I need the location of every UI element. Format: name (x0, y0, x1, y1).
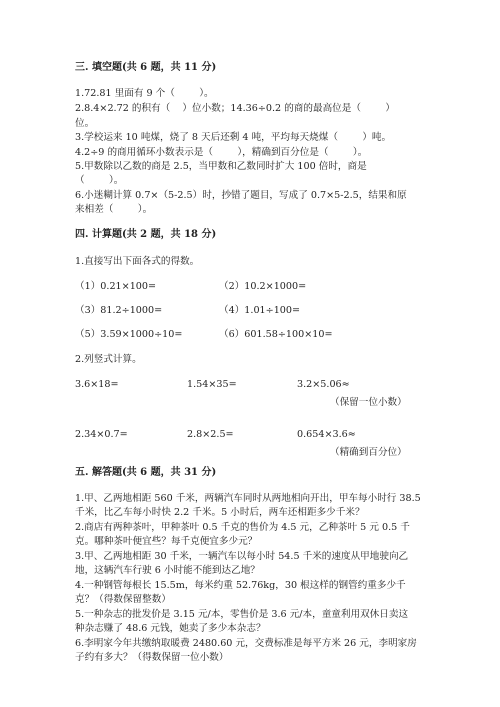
sec3-line: 6.小迷糊计算 0.7×（5-2.5）时，抄错了题目，写成了 0.7×5-2.5，结果和原 (75, 190, 407, 201)
sec3-line: 2.8.4×2.72 的积有（ ）位小数；14.36÷0.2 的商的最高位是（ ） (75, 103, 395, 114)
vertical-calc-item: 0.654×3.6≈ (297, 429, 356, 440)
sec5-line: 地，这辆汽车行驶 6 小时能不能到达乙地？ (75, 565, 260, 576)
sec3-line: 位。 (75, 118, 95, 129)
sec5-line: 2.商店有两种茶叶，甲种茶叶 0.5 千克的售价为 4.5 元，乙种茶叶 5 元 0.5 千 (75, 522, 410, 533)
sec5-line: 5.一种杂志的批发价是 3.15 元/本，零售价是 3.6 元/本，童童利用双休日卖这 (75, 609, 409, 620)
oral-calc-item: （6）601.58÷100×10= (219, 329, 333, 340)
vertical-calc-note: （精确到百分位） (330, 447, 407, 458)
sec5-line: 千米，比乙车每小时快 2.2 千米。5 小时后，两车还相距多少千米？ (75, 507, 365, 518)
oral-calc-item: （5）3.59×1000÷10= (75, 329, 183, 340)
oral-calc-item: （1）0.21×100= (75, 281, 157, 292)
oral-calc-item: （4）1.01÷100= (219, 305, 301, 316)
sec3-line: 4.2÷9 的商用循环小数表示是（ ），精确到百分位是（ ）。 (75, 147, 368, 158)
sec3-line: 来相差（ ）。 (75, 204, 153, 215)
vertical-calc-item: 2.34×0.7= (75, 429, 128, 440)
calc-q1-label: 1.直接写出下面各式的得数。 (75, 256, 200, 267)
oral-calc-item: （3）81.2÷1000= (75, 305, 163, 316)
vertical-calc-note: （保留一位小数） (330, 397, 407, 408)
sec5-line: 3.甲、乙两地相距 30 千米，一辆汽车以每小时 54.5 千米的速度从甲地驶向乙 (75, 551, 409, 562)
section-5-title: 五. 解答题(共 6 题，共 31 分) (75, 467, 217, 478)
oral-calc-item: （2）10.2×1000= (219, 281, 307, 292)
section-3-title: 三. 填空题(共 6 题，共 11 分) (75, 62, 217, 73)
sec5-line: 种杂志赚了 48.6 元钱，她卖了多少本杂志？ (75, 623, 266, 634)
vertical-calc-item: 3.2×5.06≈ (297, 379, 350, 390)
sec5-line: 1.甲、乙两地相距 560 千米，两辆汽车同时从两地相向开出，甲车每小时行 38.5 (75, 493, 421, 504)
vertical-calc-item: 3.6×18= (75, 379, 119, 390)
vertical-calc-item: 1.54×35= (187, 379, 237, 390)
vertical-calc-item: 2.8×2.5= (187, 429, 234, 440)
sec5-line: 子约有多大？（得数保留一位小数） (75, 652, 229, 663)
sec3-line: 1.72.81 里面有 9 个（ ）。 (75, 88, 214, 99)
sec5-line: 4.一种钢管每根长 15.5m，每米约重 52.76kg，30 根这样的钢管约重多少千 (75, 580, 406, 591)
sec5-line: 克。哪种茶叶便宜些？每千克便宜多少元？ (75, 536, 258, 547)
sec5-line: 克？（得数保留整数） (75, 594, 171, 605)
section-4-title: 四. 计算题(共 2 题，共 18 分) (75, 229, 217, 240)
sec3-line: 5.甲数除以乙数的商是 2.5，当甲数和乙数同时扩大 100 倍时，商是 (75, 161, 367, 172)
sec3-line: 3.学校运来 10 吨煤，烧了 8 天后还剩 4 吨，平均每天烧煤（ ）吨。 (75, 132, 392, 143)
sec3-line: （ ）。 (75, 175, 124, 186)
sec5-line: 6.李明家今年共缴纳取暖费 2480.60 元，交费标准是每平方米 26 元，李明家房 (75, 638, 417, 649)
calc-q2-label: 2.列竖式计算。 (75, 354, 142, 365)
